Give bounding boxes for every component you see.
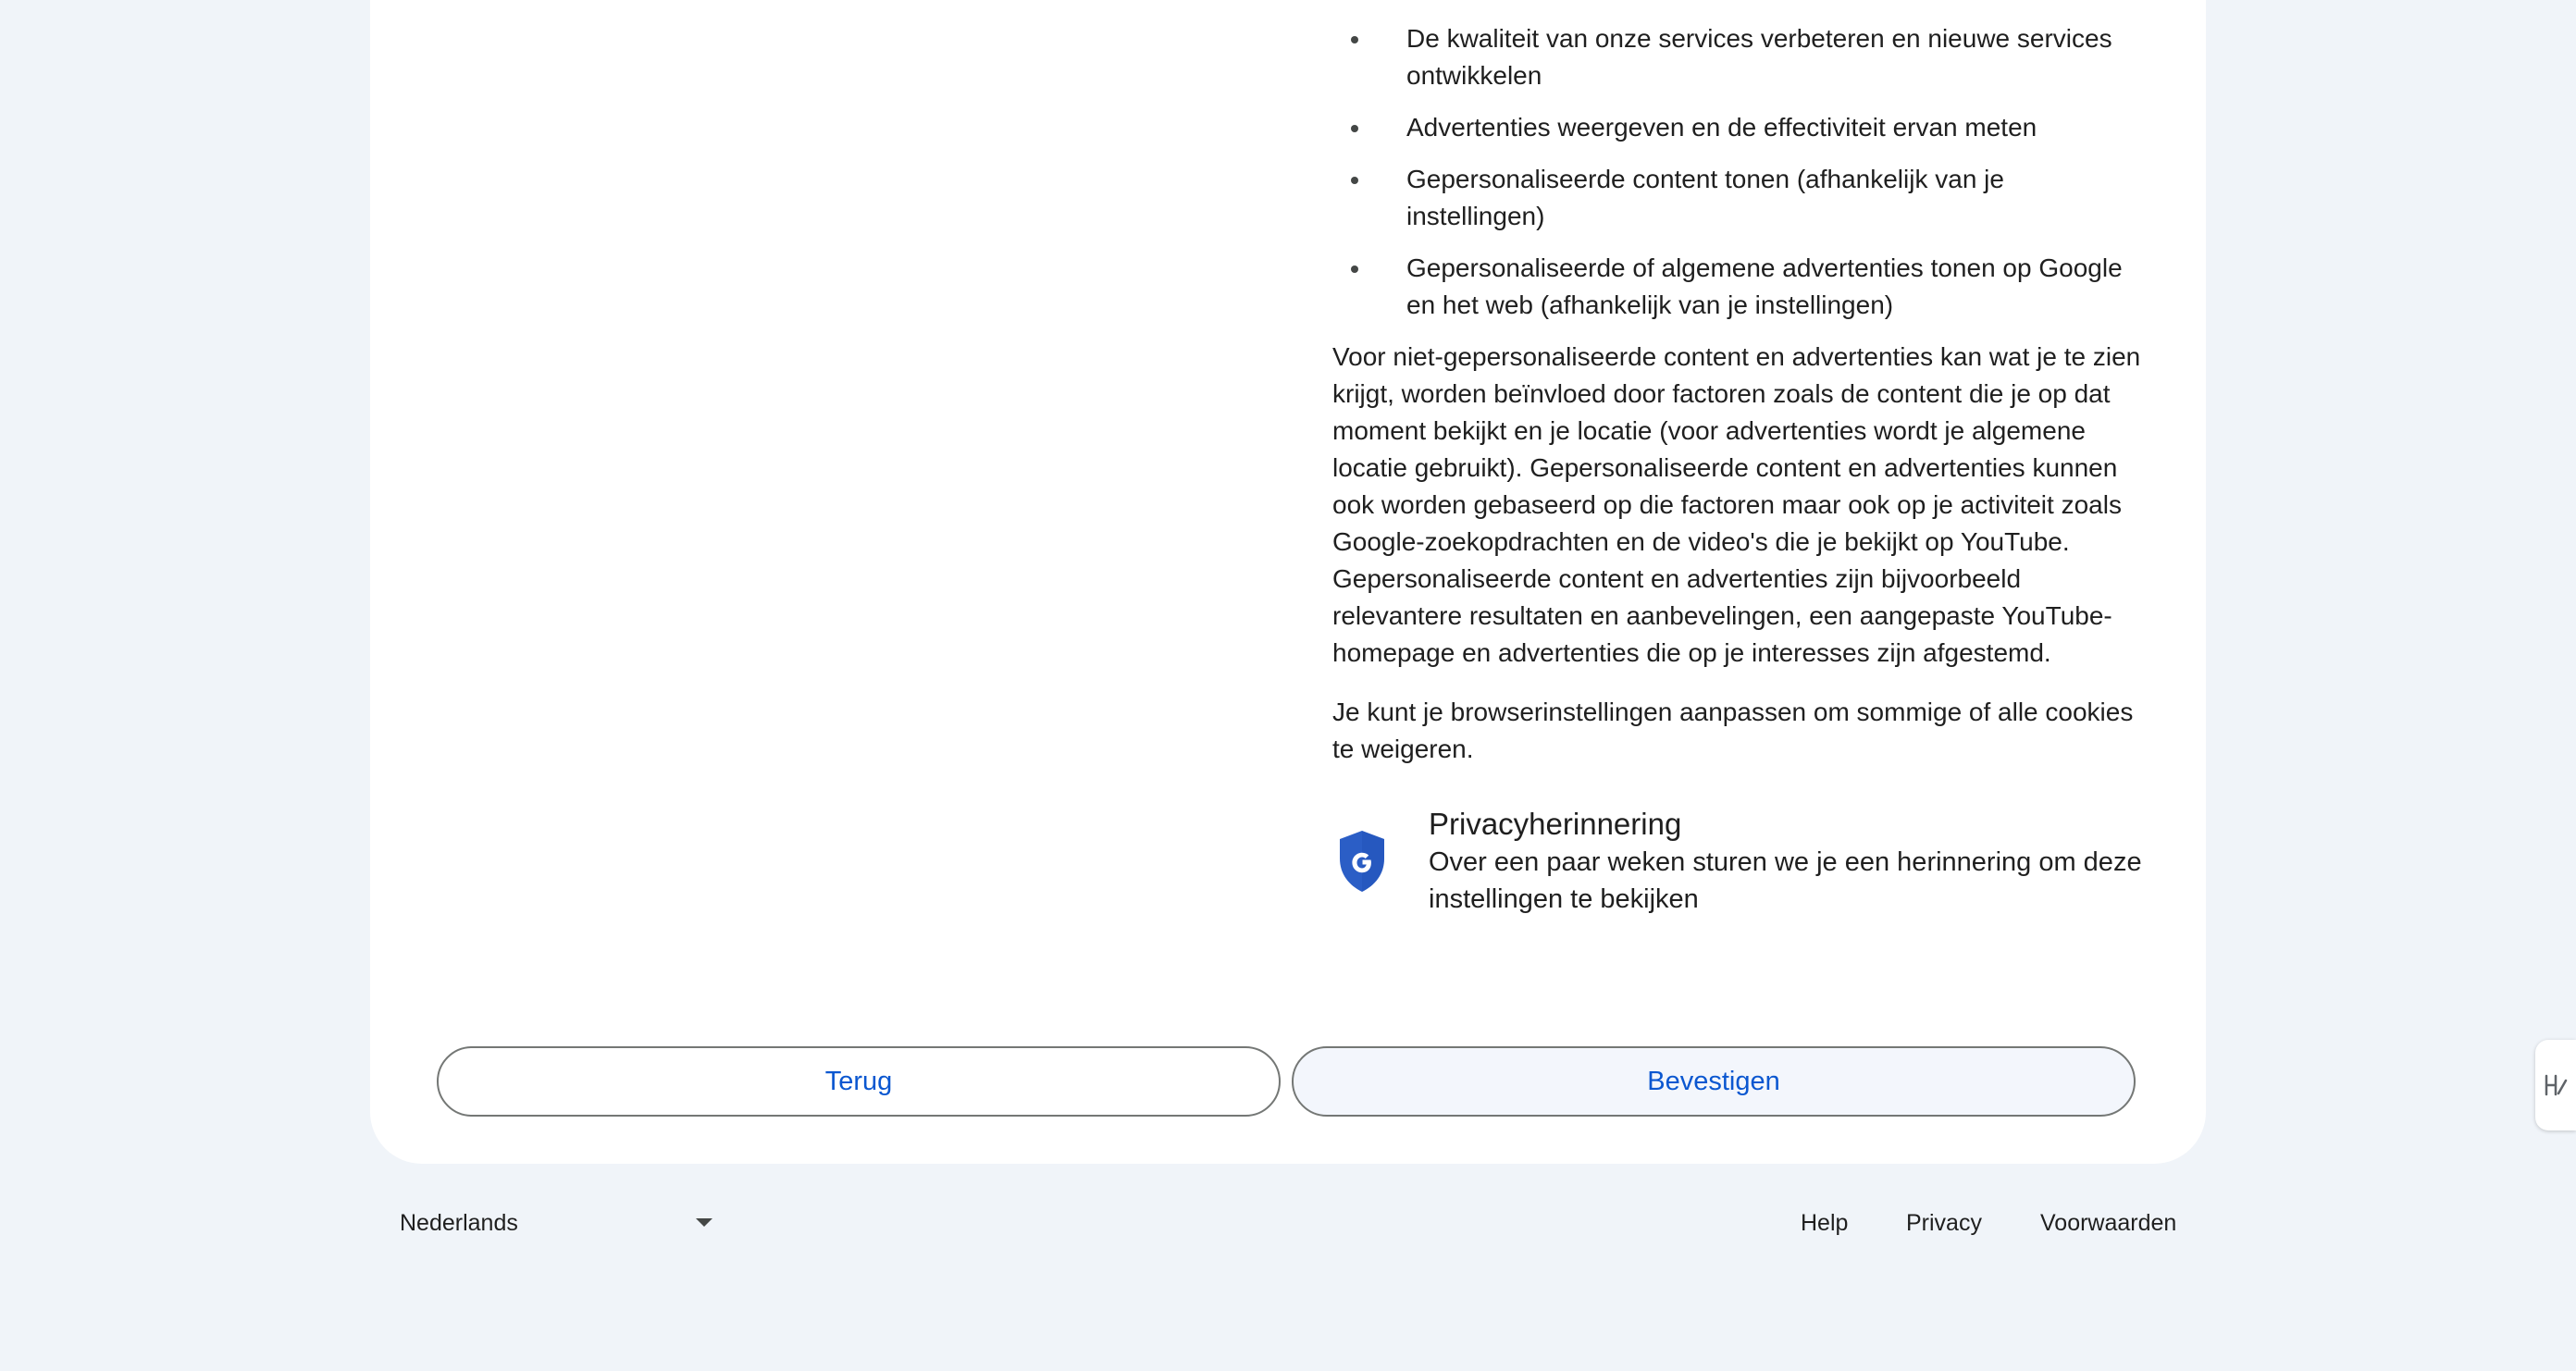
back-button[interactable]: Terug — [437, 1046, 1281, 1117]
list-item-text: Gepersonaliseerde of algemene advertenties tonen op Google en het web (afhankelijk van je instellingen) — [1406, 253, 2123, 319]
cookies-paragraph: Je kunt je browserinstellingen aanpassen om sommige of alle cookies te weigeren. — [1332, 698, 2134, 763]
list-item-text: Gepersonaliseerde content tonen (afhankelijk van je instellingen) — [1406, 165, 2004, 230]
list-item — [1332, 109, 2147, 146]
terms-link[interactable]: Voorwaarden — [2040, 1209, 2177, 1236]
bullet-icon — [1351, 36, 1358, 43]
bullet-icon — [1351, 177, 1358, 184]
list-item-text: Advertenties weergeven en de effectiviteit ervan meten — [1406, 113, 2037, 142]
caret-down-icon — [696, 1218, 712, 1227]
list-item — [1332, 161, 2147, 235]
language-select[interactable] — [400, 1204, 714, 1241]
consent-content — [1332, 20, 2147, 918]
help-link[interactable]: Help — [1801, 1209, 1849, 1236]
list-item-text: De kwaliteit van onze services verbeteren en nieuwe services ontwikkelen — [1406, 24, 2112, 90]
reminder-text: Over een paar weken sturen we je een herinnering om deze instellingen te bekijken — [1429, 847, 2142, 914]
personalization-paragraph: Voor niet-gepersonaliseerde content en advertenties kan wat je te zien krijgt, worden beïnvloed door factoren zoals de content die je op dat moment bekijkt en je locatie (voor advertenties wordt je algemene locatie gebruikt). Gepersonaliseerde content en advertenties kunnen ook worden gebaseerd op die factoren maar ook op je activiteit zoals Google-zoekopdrachten en de video's die je bekijkt op YouTube. Gepersonaliseerde content en advertenties zijn bijvoorbeeld relevantere resultaten en aanbevelingen, een aangepaste YouTube-homepage en advertenties die op je interesses zijn afgestemd. — [1332, 342, 2141, 667]
bullet-icon — [1351, 125, 1358, 132]
reminder-title: Privacyherinnering — [1429, 807, 1682, 841]
privacy-link[interactable]: Privacy — [1906, 1209, 1982, 1236]
privacy-reminder — [1332, 805, 2147, 918]
footer — [0, 1204, 2576, 1241]
confirm-button[interactable]: Bevestigen — [1292, 1046, 2136, 1117]
bullet-icon — [1351, 266, 1358, 273]
pen-icon — [2542, 1071, 2570, 1099]
list-item — [1332, 20, 2147, 94]
side-panel-toggle[interactable] — [2535, 1040, 2576, 1130]
list-item — [1332, 250, 2147, 324]
google-shield-icon — [1336, 829, 1388, 894]
language-label: Nederlands — [400, 1209, 518, 1236]
consent-card — [370, 0, 2206, 1164]
purpose-list — [1332, 20, 2147, 324]
